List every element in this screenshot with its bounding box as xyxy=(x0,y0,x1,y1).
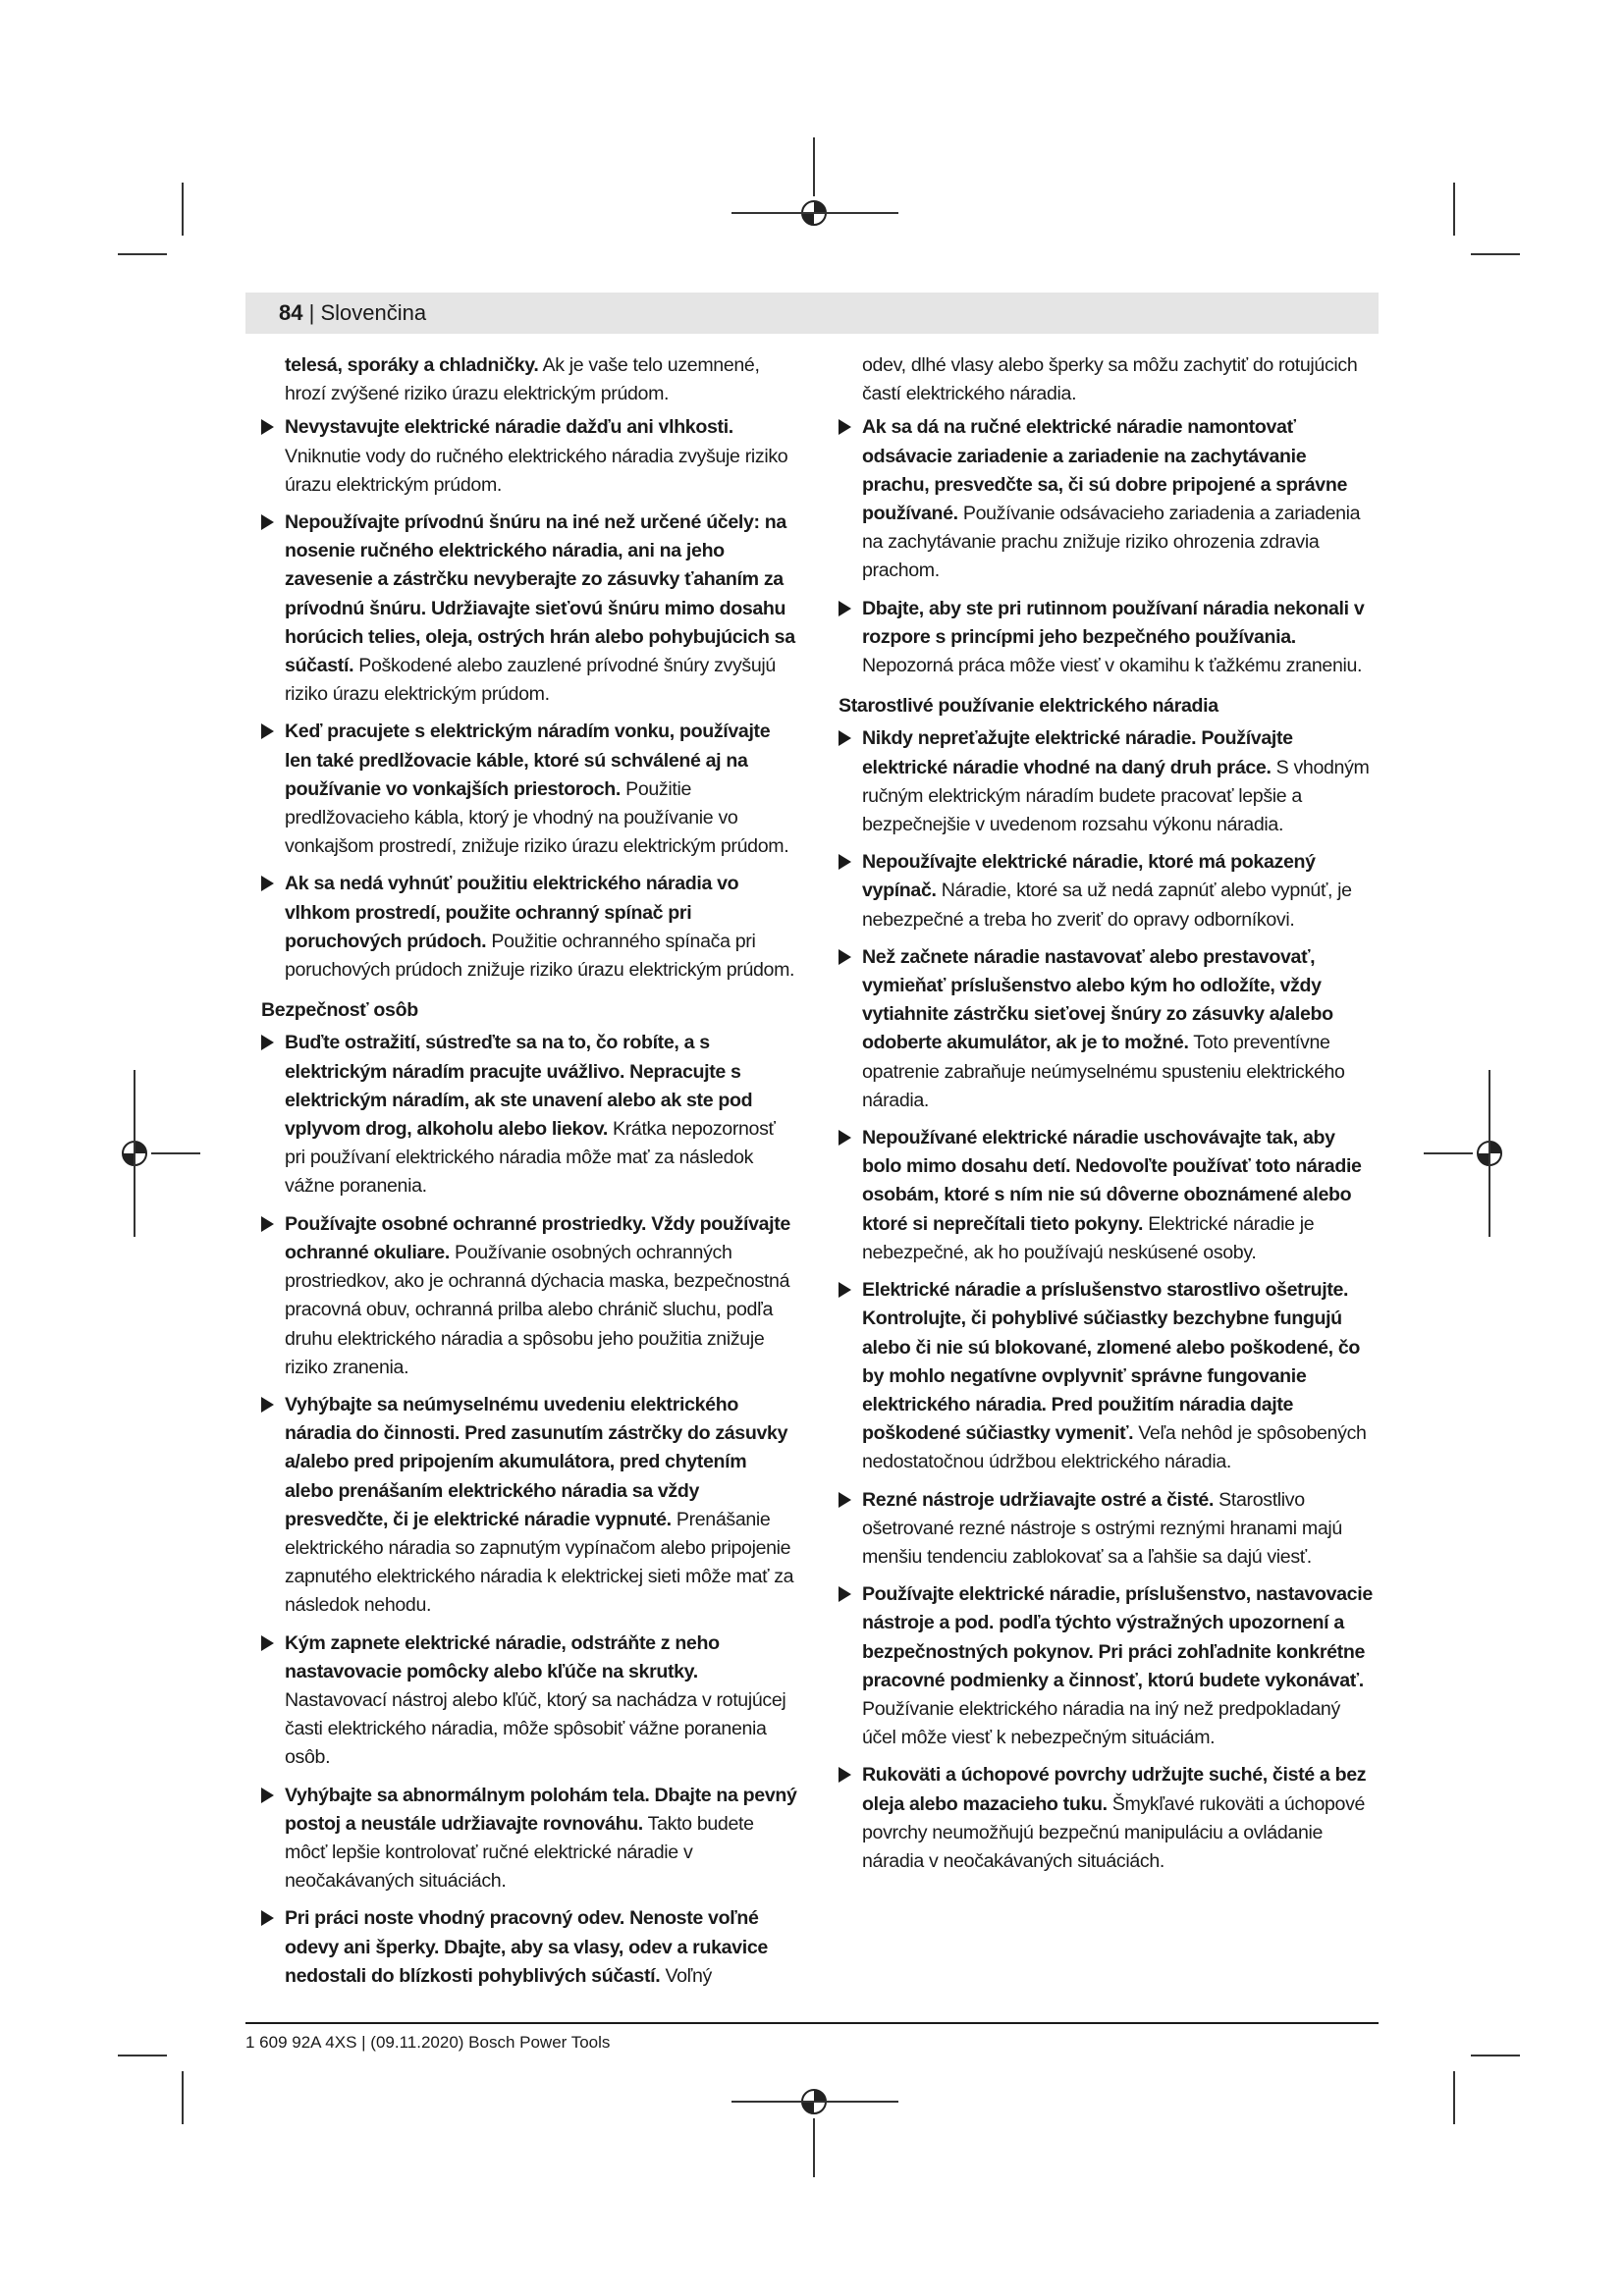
item-text: Krátka nepozornosť pri používaní elektrického náradia môže mať za následok vážne poranenia. xyxy=(285,1118,776,1198)
bullet-arrow-icon xyxy=(839,1586,851,1602)
page-footer: 1 609 92A 4XS | (09.11.2020) Bosch Power Tools xyxy=(245,2033,611,2052)
item-bold: Buďte ostražití, sústreďte sa na to, čo robíte, a s elektrickým náradím pracujte uvážlivo. Nepracujte s elektrickým náradím, ak ste unavení alebo ak ste pod vplyvom drog, alkoholu alebo liekov. xyxy=(285,1032,753,1141)
item-text: Šmykľavé rukoväti a úchopové povrchy neumožňujú bezpečnú manipuláciu a ovládanie náradia v neočakávaných situáciách. xyxy=(862,1792,1366,1872)
bullet-arrow-icon xyxy=(839,419,851,435)
item-bold: Nikdy nepreťažujte elektrické náradie. Používajte elektrické náradie vhodné na daný druh práce. xyxy=(862,727,1293,778)
item-text: Použitie ochranného spínača pri poruchových prúdoch znižuje riziko úrazu elektrickým prúdom. xyxy=(285,930,795,982)
item-bold: Používajte osobné ochranné prostriedky. Vždy používajte ochranné okuliare. xyxy=(285,1212,790,1263)
list-item xyxy=(285,1391,799,1621)
bullet-arrow-icon xyxy=(839,601,851,616)
crop-mark xyxy=(182,2071,184,2124)
bullet-arrow-icon xyxy=(261,1910,274,1926)
bullet-arrow-icon xyxy=(839,1767,851,1783)
item-bold: Dbajte, aby ste pri rutinnom používaní náradia nekonali v rozpore s princípmi jeho bezpečného používania. xyxy=(862,597,1365,648)
page-header xyxy=(279,299,426,327)
item-text: Používanie elektrického náradia na iný než predpokladaný účel môže viesť k nebezpečným situáciám. xyxy=(862,1697,1340,1749)
lead-text: odev, dlhé vlasy alebo šperky sa môžu zachytiť do rotujúcich častí elektrického náradia. xyxy=(862,354,1358,405)
list-item xyxy=(862,1761,1377,1876)
registration-line xyxy=(151,1152,200,1154)
crop-mark xyxy=(1471,253,1520,255)
section-title: Starostlivé používanie elektrického náradia xyxy=(839,695,1218,718)
item-text: Nepozorná práca môže viesť v okamihu k ťažkému zraneniu. xyxy=(862,655,1363,677)
bullet-arrow-icon xyxy=(839,854,851,870)
item-text: Vniknutie vody do ručného elektrického náradia zvyšuje riziko úrazu elektrickým prúdom. xyxy=(285,445,788,496)
footer-rule xyxy=(245,2022,1379,2024)
item-bold: Nepoužívajte elektrické náradie, ktoré má pokazený vypínač. xyxy=(862,851,1316,902)
crop-mark xyxy=(1453,183,1455,236)
list-item xyxy=(862,413,1377,585)
header-separator: | xyxy=(302,300,321,325)
page-number: 84 xyxy=(279,300,303,325)
header-language: Slovenčina xyxy=(320,300,427,325)
list-item xyxy=(285,870,799,985)
registration-line xyxy=(731,212,898,214)
left-column xyxy=(261,351,799,2000)
bullet-arrow-icon xyxy=(261,1216,274,1232)
bullet-arrow-icon xyxy=(261,419,274,435)
right-column xyxy=(839,351,1377,1885)
item-text: Nastavovací nástroj alebo kľúč, ktorý sa nachádza v rotujúcej časti elektrického náradia, môže spôsobiť vážne poranenia osôb. xyxy=(285,1688,786,1769)
item-bold: Než začnete náradie nastavovať alebo prestavovať, vymieňať príslušenstvo alebo kým ho odložíte, vždy vytiahnite zástrčku sieťovej šnúry zo zásuvky a/alebo odoberte akumulátor, ak je to možné. xyxy=(862,945,1333,1054)
item-text: Takto budete môcť lepšie kontrolovať ručné elektrické náradie v neočakávaných situáciách. xyxy=(285,1812,754,1893)
list-item xyxy=(285,508,799,709)
item-bold: Nepoužívané elektrické náradie uschovávajte tak, aby bolo mimo dosahu detí. Nedovoľte používať toto náradie osobám, ktoré s ním nie sú dôverne oboznámené alebo ktoré si neprečítali tieto pokyny. xyxy=(862,1127,1362,1235)
bullet-arrow-icon xyxy=(261,1635,274,1651)
lead-text: Ak je vaše telo uzemnené, hrozí zvýšené riziko úrazu elektrickým prúdom. xyxy=(285,354,760,405)
item-text: Starostlivo ošetrované rezné nástroje s ostrými reznými hranami majú menšiu tendenciu zablokovať sa a ľahšie sa dajú viesť. xyxy=(862,1488,1342,1568)
bullet-arrow-icon xyxy=(839,1282,851,1298)
item-bold: Vyhýbajte sa neúmyselnému uvedeniu elektrického náradia do činnosti. Pred zasunutím zástrčky do zásuvky a/alebo pred pripojením akumulátora, pred chytením alebo prenášaním elektrického náradia sa vždy presvedčte, či je elektrické náradie vypnuté. xyxy=(285,1393,788,1530)
item-text: Prenášanie elektrického náradia so zapnutým vypínačom alebo pripojenie zapnutého elektrického náradia k elektrickej sieti môže mať za následok nehodu. xyxy=(285,1508,794,1617)
item-bold: Rukoväti a úchopové povrchy udržujte suché, čisté a bez oleja alebo mazacieho tuku. xyxy=(862,1764,1367,1815)
list-item xyxy=(285,1210,799,1382)
bullet-arrow-icon xyxy=(839,1492,851,1508)
list-item xyxy=(862,1124,1377,1267)
list-item xyxy=(285,1629,799,1773)
item-text: Náradie, ktoré sa už nedá zapnúť alebo vypnúť, je nebezpečné a treba ho zveriť do opravy odborníkovi. xyxy=(862,880,1352,931)
list-item xyxy=(862,1486,1377,1573)
bullet-arrow-icon xyxy=(261,876,274,891)
registration-line xyxy=(813,2118,815,2177)
item-bold: Nevystavujte elektrické náradie dažďu ani vlhkosti. xyxy=(285,416,733,439)
list-item xyxy=(862,848,1377,934)
section-title: Bezpečnosť osôb xyxy=(261,999,418,1022)
lead-bold: telesá, sporáky a chladničky. xyxy=(285,354,539,376)
item-text: Elektrické náradie je nebezpečné, ak ho používajú neskúsené osoby. xyxy=(862,1212,1315,1263)
crop-mark xyxy=(1453,2071,1455,2124)
continued-paragraph xyxy=(285,351,799,408)
crop-mark xyxy=(182,183,184,236)
list-item xyxy=(862,1276,1377,1476)
registration-line xyxy=(731,2101,898,2103)
registration-line xyxy=(813,137,815,196)
list-item xyxy=(285,1782,799,1896)
item-bold: Kým zapnete elektrické náradie, odstráňte z neho nastavovacie pomôcky alebo kľúče na skrutky. xyxy=(285,1631,720,1682)
crop-mark xyxy=(118,253,167,255)
bullet-arrow-icon xyxy=(839,1130,851,1146)
list-item xyxy=(862,943,1377,1115)
item-text: S vhodným ručným elektrickým náradím budete pracovať lepšie a bezpečnejšie v uvedenom rozsahu výkonu náradia. xyxy=(862,756,1370,836)
item-bold: Ak sa nedá vyhnúť použitiu elektrického náradia vo vlhkom prostredí, použite ochranný spínač pri poruchových prúdoch. xyxy=(285,873,739,952)
bullet-arrow-icon xyxy=(839,949,851,965)
crop-mark xyxy=(1471,2055,1520,2056)
item-text: Používanie osobných ochranných prostriedkov, ako je ochranná dýchacia maska, bezpečnostná pracovná obuv, ochranná prilba alebo chránič sluchu, podľa druhu elektrického náradia a spôsobu jeho použitia znižuje riziko zranenia. xyxy=(285,1241,790,1378)
bullet-arrow-icon xyxy=(261,1397,274,1413)
item-text: Toto preventívne opatrenie zabraňuje neúmyselnému spusteniu elektrického náradia. xyxy=(862,1032,1345,1111)
bullet-arrow-icon xyxy=(261,514,274,530)
item-bold: Pri práci noste vhodný pracovný odev. Nenoste voľné odevy ani šperky. Dbajte, aby sa vlasy, odev a rukavice nedostali do blízkosti pohyblivých súčastí. xyxy=(285,1907,768,1987)
list-item xyxy=(862,724,1377,839)
item-text: Poškodené alebo zauzlené prívodné šnúry zvyšujú riziko úrazu elektrickým prúdom. xyxy=(285,655,776,706)
item-text: Veľa nehôd je spôsobených nedostatočnou údržbou elektrického náradia. xyxy=(862,1422,1367,1473)
item-bold: Ak sa dá na ručné elektrické náradie namontovať odsávacie zariadenie a zariadenie na zachytávanie prachu, presvedčte sa, či sú dobre pripojené a správne používané. xyxy=(862,416,1347,525)
registration-line xyxy=(1489,1070,1490,1237)
item-text: Použitie predlžovacieho kábla, ktorý je vhodný na používanie vo vonkajšom prostredí, znižuje riziko úrazu elektrickým prúdom. xyxy=(285,777,789,858)
item-bold: Používajte elektrické náradie, príslušenstvo, nastavovacie nástroje a pod. podľa týchto výstražných upozornení a bezpečnostných pokynov. Pri práci zohľadnite konkrétne pracovné podmienky a činnosť, ktorú budete vykonávať. xyxy=(862,1583,1373,1691)
item-bold: Keď pracujete s elektrickým náradím vonku, používajte len také predlžovacie káble, ktoré sú schválené aj na používanie vo vonkajších priestoroch. xyxy=(285,721,771,800)
registration-line xyxy=(1424,1152,1473,1154)
list-item xyxy=(862,595,1377,681)
crop-mark xyxy=(118,2055,167,2056)
item-text: Voľný xyxy=(660,1964,712,1987)
item-bold: Rezné nástroje udržiavajte ostré a čisté. xyxy=(862,1488,1215,1511)
bullet-arrow-icon xyxy=(261,723,274,739)
item-bold: Vyhýbajte sa abnormálnym polohám tela. Dbajte na pevný postoj a neustále udržiavajte rovnováhu. xyxy=(285,1784,797,1835)
list-item xyxy=(285,413,799,500)
list-item xyxy=(285,1029,799,1201)
bullet-arrow-icon xyxy=(261,1035,274,1050)
bullet-arrow-icon xyxy=(261,1788,274,1803)
list-item xyxy=(285,718,799,861)
item-bold: Elektrické náradie a príslušenstvo starostlivo ošetrujte. Kontrolujte, či pohyblivé súčiastky bezchybne fungujú alebo či nie sú blokované, zlomené alebo poškodené, čo by mohlo negatívne ovplyvniť správne fungovanie elektrického náradia. Pred použitím náradia dajte poškodené súčiastky vymeniť. xyxy=(862,1279,1361,1445)
continued-paragraph xyxy=(862,351,1377,408)
registration-line xyxy=(134,1070,135,1237)
item-bold: Nepoužívajte prívodnú šnúru na iné než určené účely: na nosenie ručného elektrického náradia, ani na jeho zavesenie a zástrčku nevyberajte zo zásuvky ťahaním za prívodnú šnúru. Udržiavajte sieťovú šnúru mimo dosahu horúcich telies, oleja, ostrých hrán alebo pohybujúcich sa súčastí. xyxy=(285,511,795,677)
list-item xyxy=(285,1904,799,1991)
bullet-arrow-icon xyxy=(839,730,851,746)
item-text: Používanie odsávacieho zariadenia a zariadenia na zachytávanie prachu znižuje riziko ohrozenia zdravia prachom. xyxy=(862,503,1361,582)
list-item xyxy=(862,1580,1377,1752)
